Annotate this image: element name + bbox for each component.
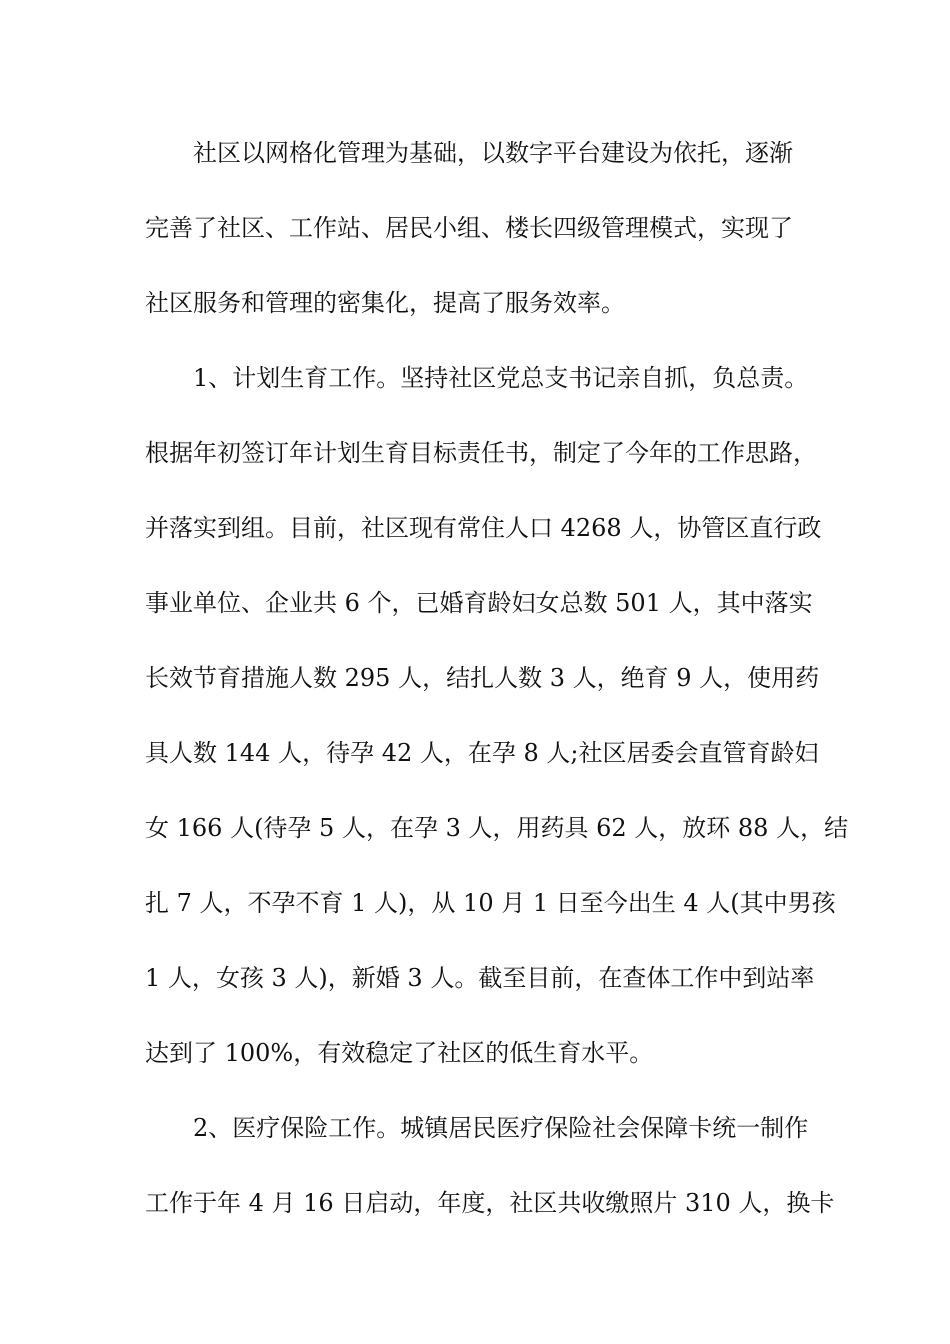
paragraph-2-line-1: 1、计划生育工作。坚持社区党总支书记亲自抓，负总责。 bbox=[193, 364, 809, 392]
paragraph-1-line-3: 社区服务和管理的密集化，提高了服务效率。 bbox=[145, 289, 625, 317]
paragraph-3-line-2: 工作于年 4 月 16 日启动，年度，社区共收缴照片 310 人，换卡 bbox=[145, 1189, 835, 1217]
paragraph-2-line-2: 根据年初签订年计划生育目标责任书，制定了今年的工作思路， bbox=[145, 439, 817, 467]
paragraph-2-line-10: 达到了 100%，有效稳定了社区的低生育水平。 bbox=[145, 1039, 654, 1067]
paragraph-2-line-9: 1 人，女孩 3 人)，新婚 3 人。截至目前，在查体工作中到站率 bbox=[145, 964, 815, 992]
paragraph-3-line-1: 2、医疗保险工作。城镇居民医疗保险社会保障卡统一制作 bbox=[193, 1114, 809, 1142]
paragraph-2-line-5: 长效节育措施人数 295 人，结扎人数 3 人，绝育 9 人，使用药 bbox=[145, 664, 820, 692]
paragraph-2-line-7: 女 166 人(待孕 5 人，在孕 3 人，用药具 62 人，放环 88 人，结 bbox=[145, 814, 849, 842]
paragraph-2-line-4: 事业单位、企业共 6 个，已婚育龄妇女总数 501 人，其中落实 bbox=[145, 589, 813, 617]
paragraph-2-line-8: 扎 7 人，不孕不育 1 人)，从 10 月 1 日至今出生 4 人(其中男孩 bbox=[145, 889, 836, 917]
paragraph-1-line-2: 完善了社区、工作站、居民小组、楼长四级管理模式，实现了 bbox=[145, 214, 793, 242]
paragraph-1-line-1: 社区以网格化管理为基础，以数字平台建设为依托，逐渐 bbox=[193, 139, 793, 167]
paragraph-2-line-3: 并落实到组。目前，社区现有常住人口 4268 人，协管区直行政 bbox=[145, 514, 822, 542]
paragraph-2-line-6: 具人数 144 人，待孕 42 人，在孕 8 人;社区居委会直管育龄妇 bbox=[145, 739, 819, 767]
